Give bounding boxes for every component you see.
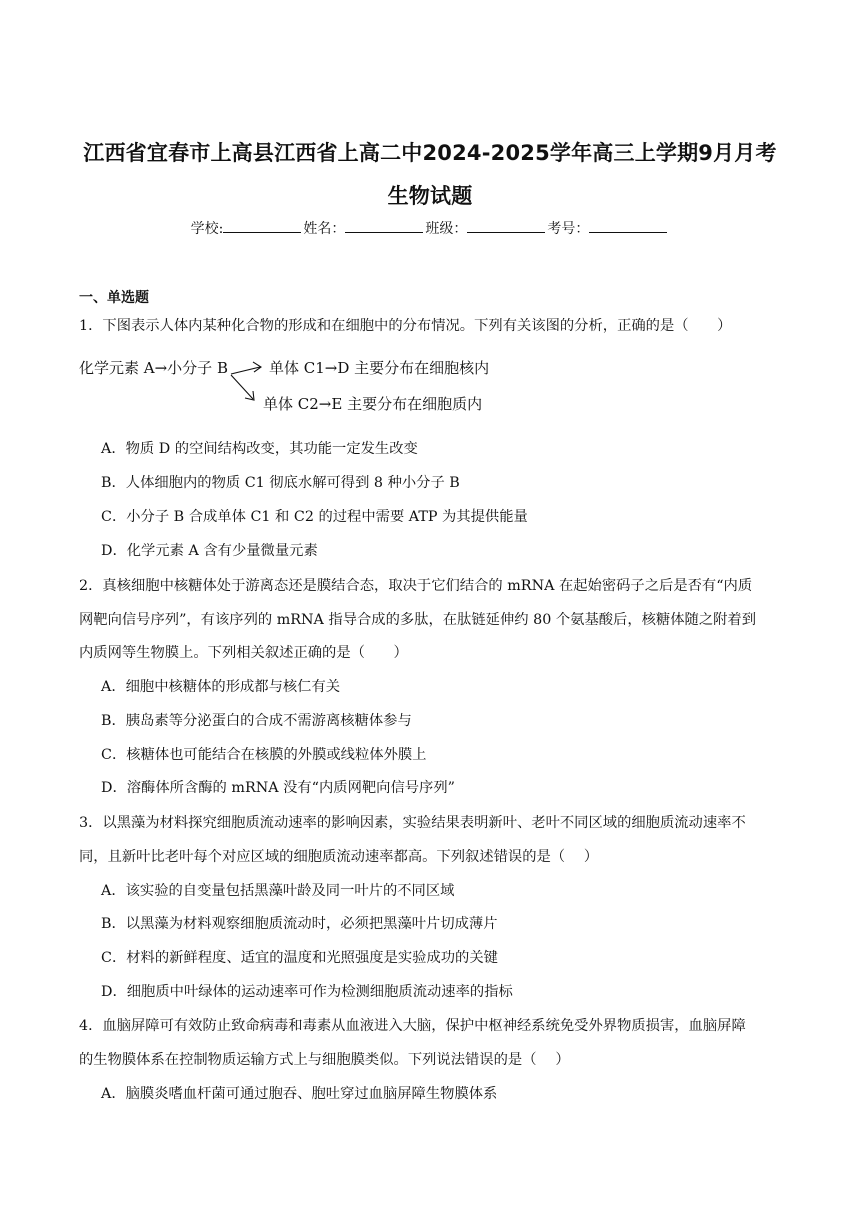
q2-option-a[interactable]: A．细胞中核糖体的形成都与核仁有关 bbox=[101, 679, 341, 695]
q1-stem: 1．下图表示人体内某种化合物的形成和在细胞中的分布情况。下列有关该图的分析，正确的是（ ） bbox=[79, 318, 732, 334]
q3-option-b[interactable]: B．以黑藻为材料观察细胞质流动时，必须把黑藻叶片切成薄片 bbox=[101, 916, 498, 932]
q4-stem-line2: 的生物膜体系在控制物质运输方式上与细胞膜类似。下列说法错误的是（ ） bbox=[79, 1052, 570, 1068]
arrow-to-c2 bbox=[231, 375, 253, 399]
section-title: 一、单选题 bbox=[79, 290, 149, 306]
q1-diagram-bottom: 单体 C2→E 主要分布在细胞质内 bbox=[263, 395, 483, 413]
class-label: 班级： bbox=[425, 221, 468, 237]
q2-option-b[interactable]: B．胰岛素等分泌蛋白的合成不需游离核糖体参与 bbox=[101, 713, 412, 729]
q1-option-d[interactable]: D．化学元素 A 含有少量微量元素 bbox=[101, 543, 318, 559]
q1-diagram-top: 单体 C1→D 主要分布在细胞核内 bbox=[269, 359, 490, 377]
q3-option-d[interactable]: D．细胞质中叶绿体的运动速率可作为检测细胞质流动速率的指标 bbox=[101, 984, 513, 1000]
q3-option-c[interactable]: C．材料的新鲜程度、适宜的温度和光照强度是实验成功的关键 bbox=[101, 950, 498, 966]
q1-option-c[interactable]: C．小分子 B 合成单体 C1 和 C2 的过程中需要 ATP 为其提供能量 bbox=[101, 509, 528, 525]
exam-number-label: 考号： bbox=[547, 221, 590, 237]
q3-option-a[interactable]: A．该实验的自变量包括黑藻叶龄及同一叶片的不同区域 bbox=[101, 883, 455, 899]
q1-option-a[interactable]: A．物质 D 的空间结构改变，其功能一定发生改变 bbox=[101, 441, 418, 457]
exam-title-line2: 生物试题 bbox=[387, 184, 473, 208]
q2-option-d[interactable]: D．溶酶体所含酶的 mRNA 没有“内质网靶向信号序列” bbox=[101, 780, 455, 796]
q2-stem-line2: 网靶向信号序列”，有该序列的 mRNA 指导合成的多肽，在肽链延伸约 80 个氨基酸后，核糖体随之附着到 bbox=[79, 612, 757, 628]
q2-option-c[interactable]: C．核糖体也可能结合在核膜的外膜或线粒体外膜上 bbox=[101, 747, 427, 763]
q3-stem-line2: 同，且新叶比老叶每个对应区域的细胞质流动速率都高。下列叙述错误的是（ ） bbox=[79, 849, 599, 865]
q4-option-a[interactable]: A．脑膜炎嗜血杆菌可通过胞吞、胞吐穿过血脑屏障生物膜体系 bbox=[101, 1086, 498, 1102]
q4-stem-line1: 4．血脑屏障可有效防止致命病毒和毒素从血液进入大脑，保护中枢神经系统免受外界物质损害，血脑屏障 bbox=[79, 1018, 746, 1034]
q1-diagram-left: 化学元素 A→小分子 B bbox=[79, 359, 228, 377]
q3-stem-line1: 3．以黑藻为材料探究细胞质流动速率的影响因素，实验结果表明新叶、老叶不同区域的细胞质流动速率不 bbox=[79, 815, 746, 831]
exam-title-line1: 江西省宜春市上高县江西省上高二中2024-2025学年高三上学期9月月考 bbox=[83, 141, 777, 165]
school-label: 学校: bbox=[190, 221, 224, 237]
q1-option-b[interactable]: B．人体细胞内的物质 C1 彻底水解可得到 8 种小分子 B bbox=[101, 475, 460, 491]
q2-stem-line3: 内质网等生物膜上。下列相关叙述正确的是（ ） bbox=[79, 645, 408, 661]
q2-stem-line1: 2．真核细胞中核糖体处于游离态还是膜结合态，取决于它们结合的 mRNA 在起始密码子之后是否有“内质 bbox=[79, 578, 753, 594]
name-label: 姓名： bbox=[303, 221, 346, 237]
